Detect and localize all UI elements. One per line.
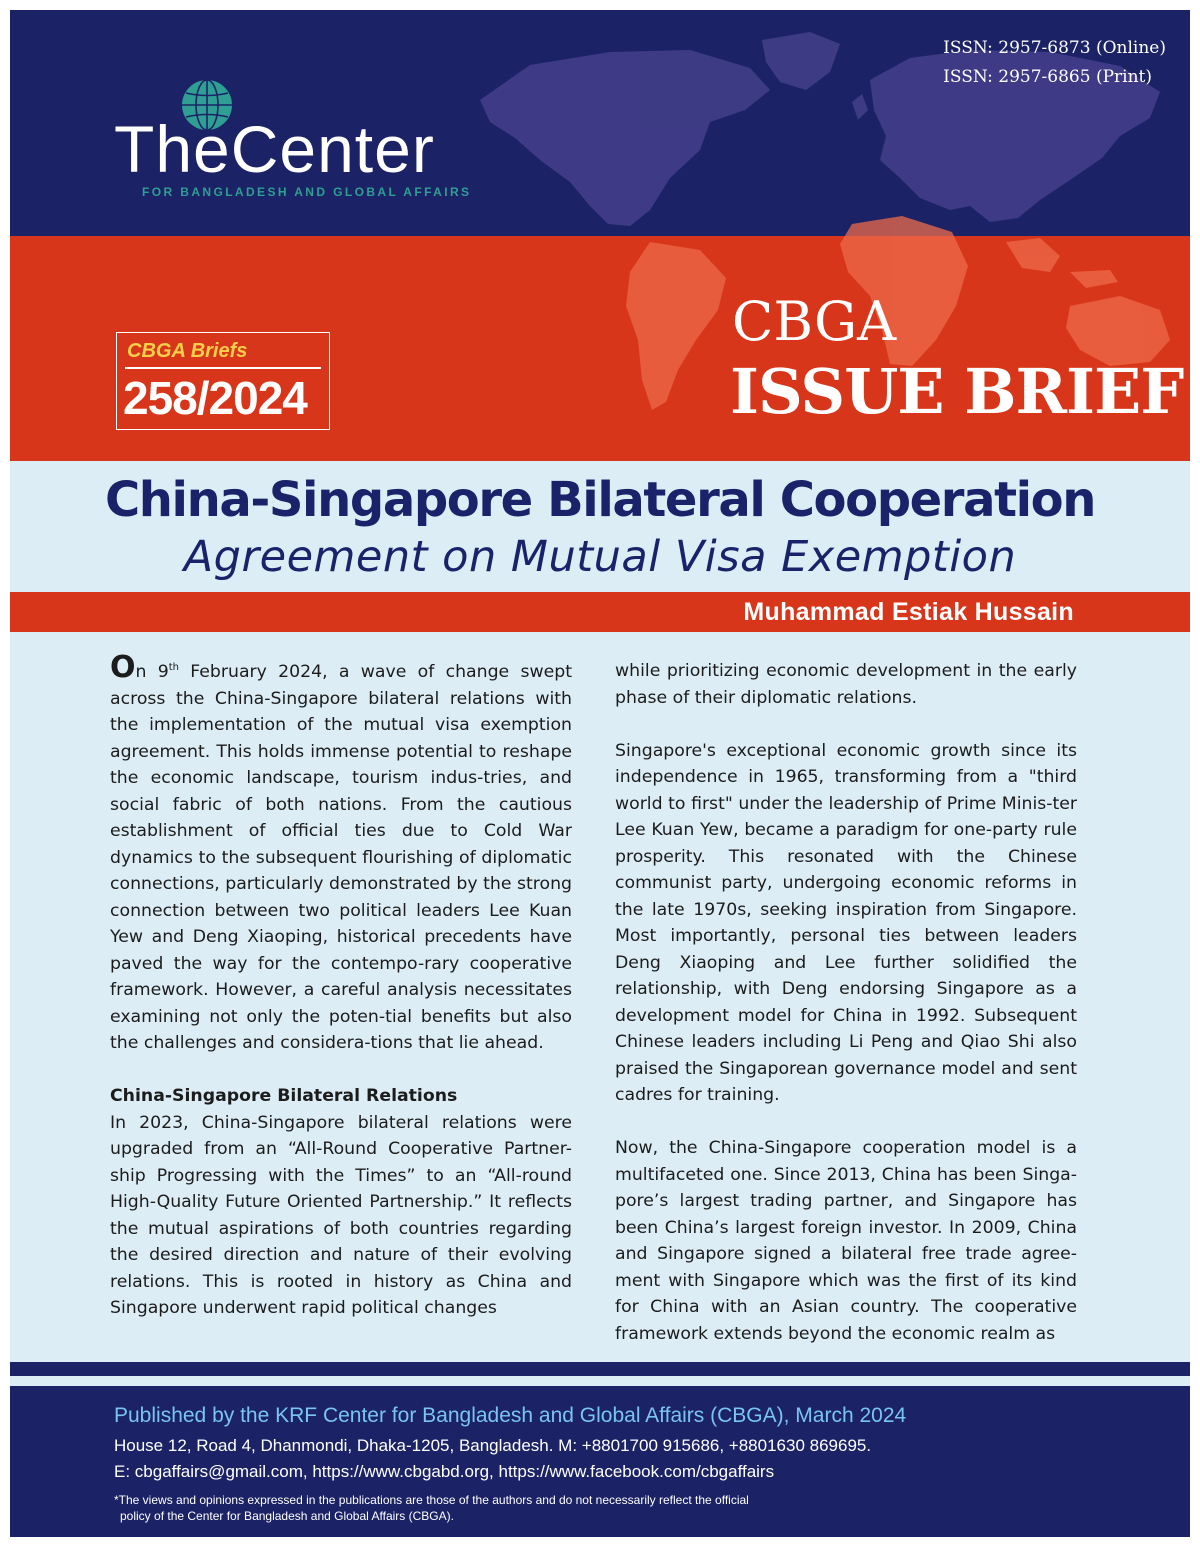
series-title-cbga: CBGA bbox=[732, 290, 897, 353]
issn-online: ISSN: 2957-6873 (Online) bbox=[943, 38, 1166, 58]
body-column-left bbox=[110, 650, 572, 1322]
briefs-number: 258/2024 bbox=[123, 372, 307, 424]
briefs-badge bbox=[116, 332, 330, 430]
footer-publisher: Published by the KRF Center for Bangladesh and Global Affairs (CBGA), March 2024 bbox=[114, 1404, 907, 1427]
footer-address: House 12, Road 4, Dhanmondi, Dhaka-1205, Bangladesh. M: +8801700 915686, +8801630 869695. bbox=[114, 1436, 872, 1455]
logo-name: TheCenter bbox=[114, 112, 435, 186]
issn-print: ISSN: 2957-6865 (Print) bbox=[943, 67, 1153, 87]
footer-disclaimer-line-1: *The views and opinions expressed in the publications are those of the authors and do not necessarily reflect the official bbox=[114, 1493, 749, 1507]
footer-disclaimer bbox=[114, 1492, 749, 1524]
issue-brief-page bbox=[10, 10, 1190, 1537]
intro-day-suffix: th bbox=[168, 662, 180, 674]
logo-subtitle: FOR BANGLADESH AND GLOBAL AFFAIRS bbox=[142, 185, 472, 199]
right-paragraph-1: while prioritizing economic development in the early phase of their diplomatic relations. bbox=[615, 661, 1077, 708]
author-bar bbox=[10, 592, 1190, 632]
section-paragraph: In 2023, China-Singapore bilateral relations were upgraded from an “All-Round Cooperative Partner-ship Progressing with the Times” to an “All-round High-Quality Future Oriented Partnership.” It reflects the mutual aspirations of both countries regarding the desired direction and nature of their evolving relations. This is rooted in history as China and Singapore underwent rapid political changes bbox=[110, 1112, 572, 1318]
briefs-divider bbox=[125, 367, 321, 369]
body-column-right bbox=[615, 658, 1077, 1347]
right-paragraph-2: Singapore's exceptional economic growth since its independence in 1965, transforming from a "third world to first" under the leadership of Prime Minis-ter Lee Kuan Yew, became a paradigm for one-party rule prosperity. This resonated with the Chinese communist party, undergoing economic reforms in the late 1970s, seeking inspiration from Singapore. Most importantly, personal ties between leaders Deng Xiaoping and Lee further solidified the relationship, with Deng endorsing Singapore as a development model for China in 1992. Subsequent Chinese leaders including Li Peng and Qiao Shi also praised the Singaporean governance model and sent cadres for training. bbox=[615, 740, 1077, 1105]
article-subtitle: Agreement on Mutual Visa Exemption bbox=[183, 532, 1017, 582]
footer bbox=[10, 1386, 1190, 1537]
footer-disclaimer-line-2: policy of the Center for Bangladesh and Global Affairs (CBGA). bbox=[120, 1509, 454, 1523]
right-paragraph-3: Now, the China-Singapore cooperation model is a multifaceted one. Since 2013, China has been Singa-pore’s largest trading partner, and Singapore has been China’s largest foreign investor. In 2009, China and Singapore signed a bilateral free trade agree-ment with Singapore which was the first of its kind for China with an Asian country. The cooperative framework extends beyond the economic realm as bbox=[615, 1138, 1077, 1344]
author-name: Muhammad Estiak Hussain bbox=[743, 598, 1074, 626]
intro-day-prefix: n 9 bbox=[135, 662, 169, 682]
briefs-label: CBGA Briefs bbox=[127, 340, 248, 362]
intro-paragraph bbox=[110, 650, 572, 1057]
article-title: China-Singapore Bilateral Cooperation bbox=[104, 472, 1096, 528]
footer-contacts: E: cbgaffairs@gmail.com, https://www.cbgabd.org, https://www.facebook.com/cbgaffairs bbox=[114, 1462, 775, 1481]
series-title-issue-brief: ISSUE BRIEF bbox=[730, 355, 1184, 428]
drop-cap: O bbox=[110, 650, 136, 685]
footer-stripe-gap bbox=[10, 1376, 1190, 1386]
footer-stripe bbox=[10, 1362, 1190, 1376]
intro-text: February 2024, a wave of change swept across the China-Singapore bilateral relations with the implementation of the mutual visa exemption agreement. This holds immense potential to reshape the economic landscape, tourism indus-tries, and social fabric of both nations. From the cautious establishment of official ties due to Cold War dynamics to the subsequent flourishing of diplomatic connections, particularly demonstrated by the strong connection between two political leaders Lee Kuan Yew and Deng Xiaoping, historical precedents have paved the way for the contempo-rary cooperative framework. However, a careful analysis necessitates examining not only the poten-tial benefits but also the challenges and considera-tions that lie ahead. bbox=[110, 662, 572, 1053]
section-heading: China-Singapore Bilateral Relations bbox=[110, 1086, 458, 1106]
issn-block bbox=[943, 34, 1166, 92]
